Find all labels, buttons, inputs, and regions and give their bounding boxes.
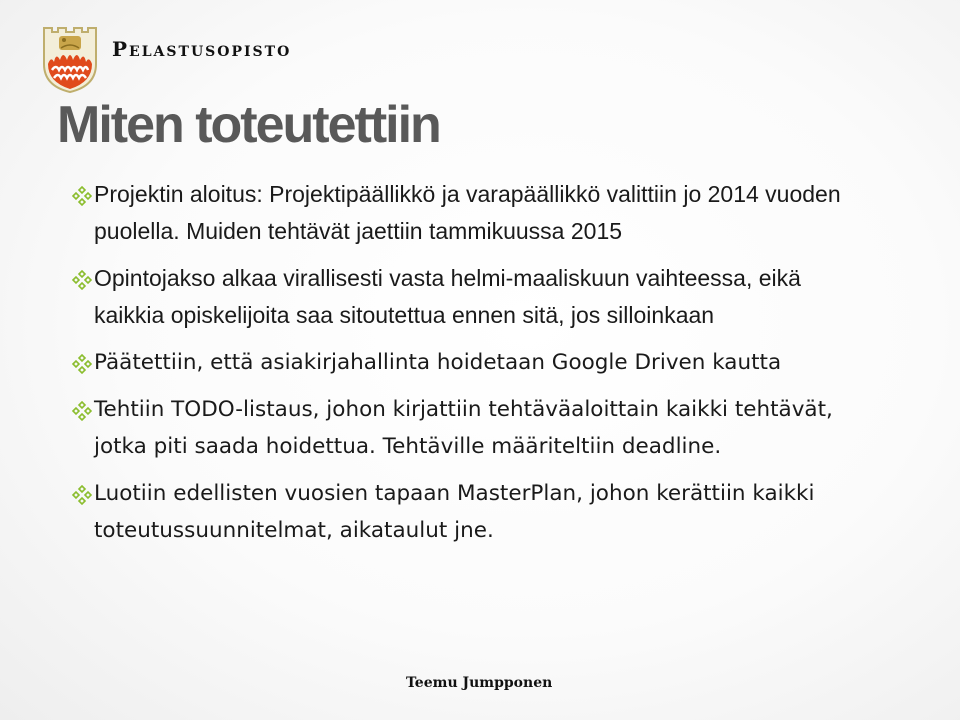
bullet-item <box>72 176 862 250</box>
bullet-item <box>72 391 862 465</box>
bullet-text: Tehtiin TODO-listaus, johon kirjattiin tehtäväaloittain kaikki tehtävät, jotka piti saada hoidettua. Tehtäville määriteltiin deadline. <box>94 397 833 459</box>
bullet-text: Opintojakso alkaa virallisesti vasta helmi-maaliskuun vaihteessa, eikä kaikkia opiskelijoita saa sitoutettua ennen sitä, jos silloinkaan <box>94 265 801 328</box>
bullet-item <box>72 260 862 334</box>
bullet-list <box>72 176 862 559</box>
diamond-bullet-icon <box>72 485 92 505</box>
org-name: Pelastusopisto <box>112 37 292 61</box>
bullet-text: Luotiin edellisten vuosien tapaan MasterPlan, johon kerättiin kaikki toteutussuunnitelmat, aikataulut jne. <box>94 481 815 543</box>
footer-author: Teemu Jumpponen <box>406 675 553 691</box>
diamond-bullet-icon <box>72 401 92 421</box>
diamond-bullet-icon <box>72 354 92 374</box>
crest-logo-icon <box>42 24 98 94</box>
bullet-text: Päätettiin, että asiakirjahallinta hoidetaan Google Driven kautta <box>94 350 782 375</box>
bullet-item <box>72 344 862 381</box>
diamond-bullet-icon <box>72 186 92 206</box>
bullet-item <box>72 475 862 549</box>
diamond-bullet-icon <box>72 270 92 290</box>
bullet-text: Projektin aloitus: Projektipäällikkö ja varapäällikkö valittiin jo 2014 vuoden puolella. Muiden tehtävät jaettiin tammikuussa 2015 <box>94 181 841 244</box>
slide-title: Miten toteutettiin <box>57 96 440 154</box>
